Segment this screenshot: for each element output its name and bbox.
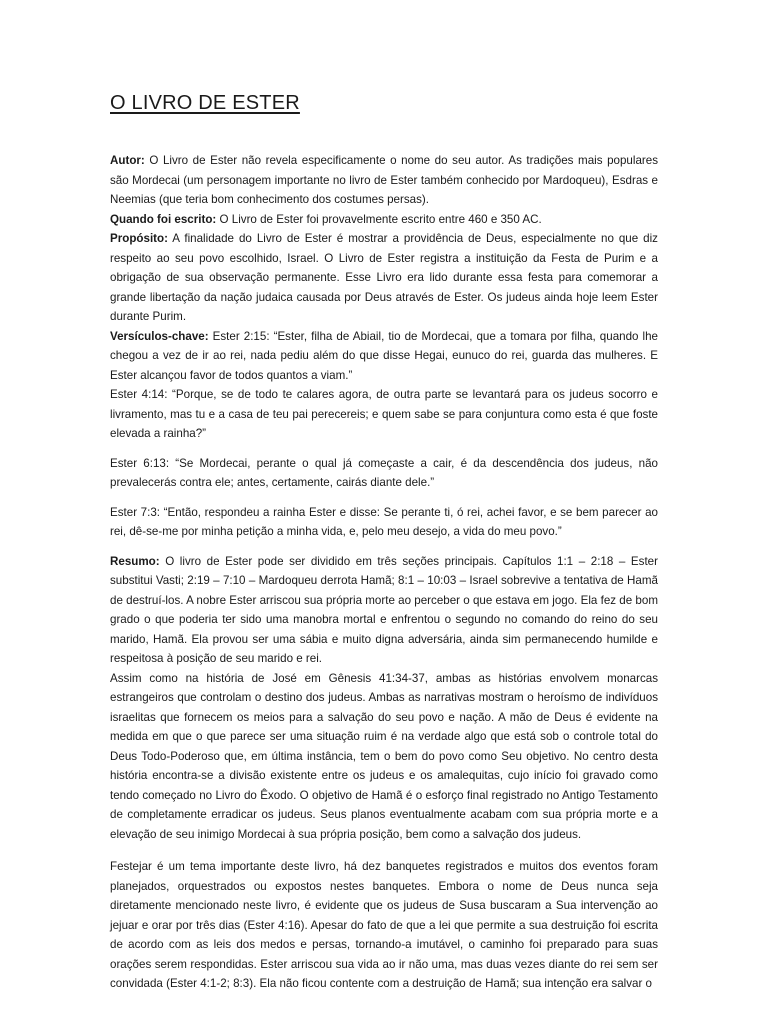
key-verse-4: Ester 7:3: “Então, respondeu a rainha Ester e disse: Se perante ti, ó rei, achei favor, e se bem parecer ao rei, dê-se-me por minha petição a minha vida, e, pelo meu desejo, a vida do meu povo.” [110,505,658,538]
purpose-paragraph [110,229,658,327]
key-verses-label: Versículos-chave: [110,329,209,343]
purpose-text: A finalidade do Livro de Ester é mostrar a providência de Deus, especialmente no que diz respeito ao seu povo escolhido, Israel. O Livro de Ester registra a instituição da Festa de Purim e a obrigação de sua observação permanente. Esse Livro era lido durante essa festa para comemorar a grande libertação da nação judaica causada por Deus através de Ester. Os judeus ainda hoje leem Ester durante Purim. [110,232,658,323]
summary-paragraph-2: Assim como na história de José em Gênesis 41:34-37, ambas as histórias envolvem monarcas estrangeiros que controlam o destino dos judeus. Ambas as narrativas mostram o heroísmo de indivíduos israelitas que fornecem os meios para a salvação do seu povo e nação. A mão de Deus é evidente na medida em que o que parece ser uma situação ruim é na verdade algo que está sob o controle total do Deus Todo-Poderoso que, em última instância, tem o bem do povo como Seu objetivo. No centro desta história encontra-se a divisão existente entre os judeus e os amalequitas, cujo início foi gravado como tendo começado no Livro do Êxodo. O objetivo de Hamã é o esforço final registrado no Antigo Testamento de completamente erradicar os judeus. Seus planos eventualmente acabam com sua própria morte e a elevação de seu inimigo Mordecai à sua própria posição, bem como a salvação dos judeus. [110,671,658,841]
summary-paragraph [110,552,658,669]
author-text: O Livro de Ester não revela especificamente o nome do seu autor. As tradições mais populares são Mordecai (um personagem importante no livro de Ester também conhecido por Mardoqueu), Esdras e Neemias (que teria bom conhecimento dos costumes persas). [110,154,658,206]
key-verse-2: Ester 4:14: “Porque, se de todo te calares agora, de outra parte se levantará para os judeus socorro e livramento, mas tu e a casa de teu pai perecereis; e quem sabe se para conjuntura como esta é que foste elevada a rainha?” [110,388,658,440]
summary-paragraph-3: Festejar é um tema importante deste livro, há dez banquetes registrados e muitos dos eventos foram planejados, orquestrados ou expostos nestes banquetes. Embora o nome de Deus nunca seja diretamente mencionado neste livro, é evidente que os judeus de Susa buscaram a Sua intervenção ao jejuar e orar por três dias (Ester 4:16). Apesar do fato de que a lei que permite a sua destruição foi escrita de acordo com as leis dos medos e persas, tornando-a imutável, o caminho foi preparado para suas orações serem respondidas. Ester arriscou sua vida ao ir não uma, mas duas vezes diante do rei sem ser convidada (Ester 4:1-2; 8:3). Ela não ficou contente com a destruição de Hamã; sua intenção era salvar o [110,860,658,990]
key-verse-3: Ester 6:13: “Se Mordecai, perante o qual já começaste a cair, é da descendência dos judeus, não prevalecerás contra ele; antes, certamente, cairás diante dele.” [110,456,658,489]
written-text: O Livro de Ester foi provavelmente escrito entre 460 e 350 AC. [219,212,542,226]
summary-text: O livro de Ester pode ser dividido em três seções principais. Capítulos 1:1 – 2:18 – Ester substitui Vasti; 2:19 – 7:10 – Mardoqueu derrota Hamã; 8:1 – 10:03 – Israel sobrevive a tentativa de Hamã de destruí-los. A nobre Ester arriscou sua própria morte ao perceber o que estava em jogo. Ela fez de bom grado o que poderia ter sido uma manobra mortal e enfrentou o segundo no comando do reino do seu marido, Hamã. Ela provou ser uma sábia e muito digna adversária, ainda sim permanecendo humilde e respeitosa à posição de seu marido e rei. [110,554,658,665]
written-label: Quando foi escrito: [110,212,217,226]
written-paragraph [110,210,658,230]
key-verse-1: Ester 2:15: “Ester, filha de Abiail, tio de Mordecai, que a tomara por filha, quando lhe chegou a vez de ir ao rei, nada pediu além do que disse Hegai, eunuco do rei, guarda das mulheres. E Ester alcançou favor de todos quantos a viam.” [110,329,658,382]
summary-label: Resumo: [110,554,160,568]
author-label: Autor: [110,154,145,167]
purpose-label: Propósito: [110,232,168,245]
document-page [110,92,658,994]
author-paragraph [110,151,658,210]
document-title: O LIVRO DE ESTER [110,92,300,114]
key-verses-paragraph [110,327,658,386]
